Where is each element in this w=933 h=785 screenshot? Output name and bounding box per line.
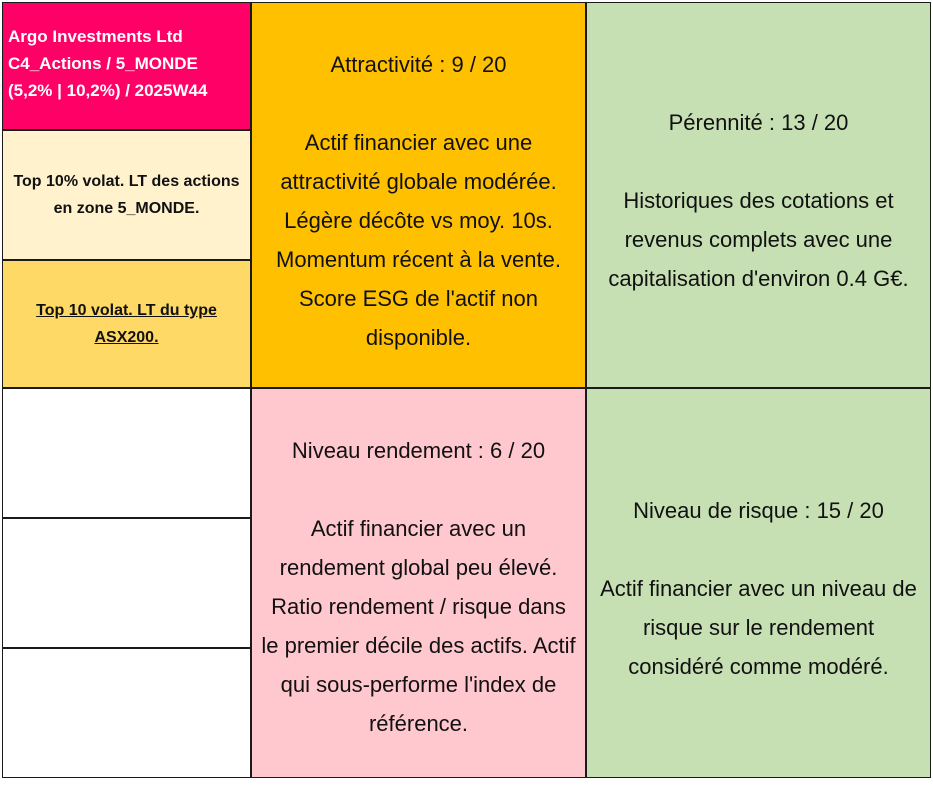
risque-panel [586, 388, 931, 778]
attractivite-score: Attractivité : 9 / 20 [330, 52, 507, 77]
perennite-panel [586, 2, 931, 388]
rendement-description: Actif financier avec un rendement global peu élevé. Ratio rendement / risque dans le premier décile des actifs. Actif qui sous-performe l'index de référence. [261, 516, 576, 736]
type-volatility-tag [2, 260, 251, 388]
risque-score: Niveau de risque : 15 / 20 [633, 498, 884, 523]
asset-period: (5,2% | 10,2%) / 2025W44 [8, 81, 208, 100]
risque-description: Actif financier avec un niveau de risque sur le rendement considéré comme modéré. [600, 576, 917, 679]
perennite-description: Historiques des cotations et revenus complets avec une capitalisation d'environ 0.4 G€. [608, 188, 909, 291]
zone-volatility-text: Top 10% volat. LT des actions en zone 5_MONDE. [13, 173, 240, 217]
asset-category: C4_Actions / 5_MONDE [8, 54, 198, 73]
rendement-score: Niveau rendement : 6 / 20 [291, 438, 546, 463]
attractivite-description: Actif financier avec une attractivité globale modérée. Légère décôte vs moy. 10s. Momentum récent à la vente. Score ESG de l'actif non disponible. [276, 130, 561, 350]
empty-cell-3 [2, 648, 251, 778]
empty-cell-1 [2, 388, 251, 518]
asset-header [2, 2, 251, 130]
rendement-panel [251, 388, 586, 778]
zone-volatility-tag [2, 130, 251, 260]
company-name: Argo Investments Ltd [8, 27, 183, 46]
attractivite-panel [251, 2, 586, 388]
type-volatility-text: Top 10 volat. LT du type ASX200. [36, 302, 217, 346]
empty-cell-2 [2, 518, 251, 648]
perennite-score: Pérennité : 13 / 20 [668, 110, 849, 135]
bottom-margin [0, 778, 933, 785]
